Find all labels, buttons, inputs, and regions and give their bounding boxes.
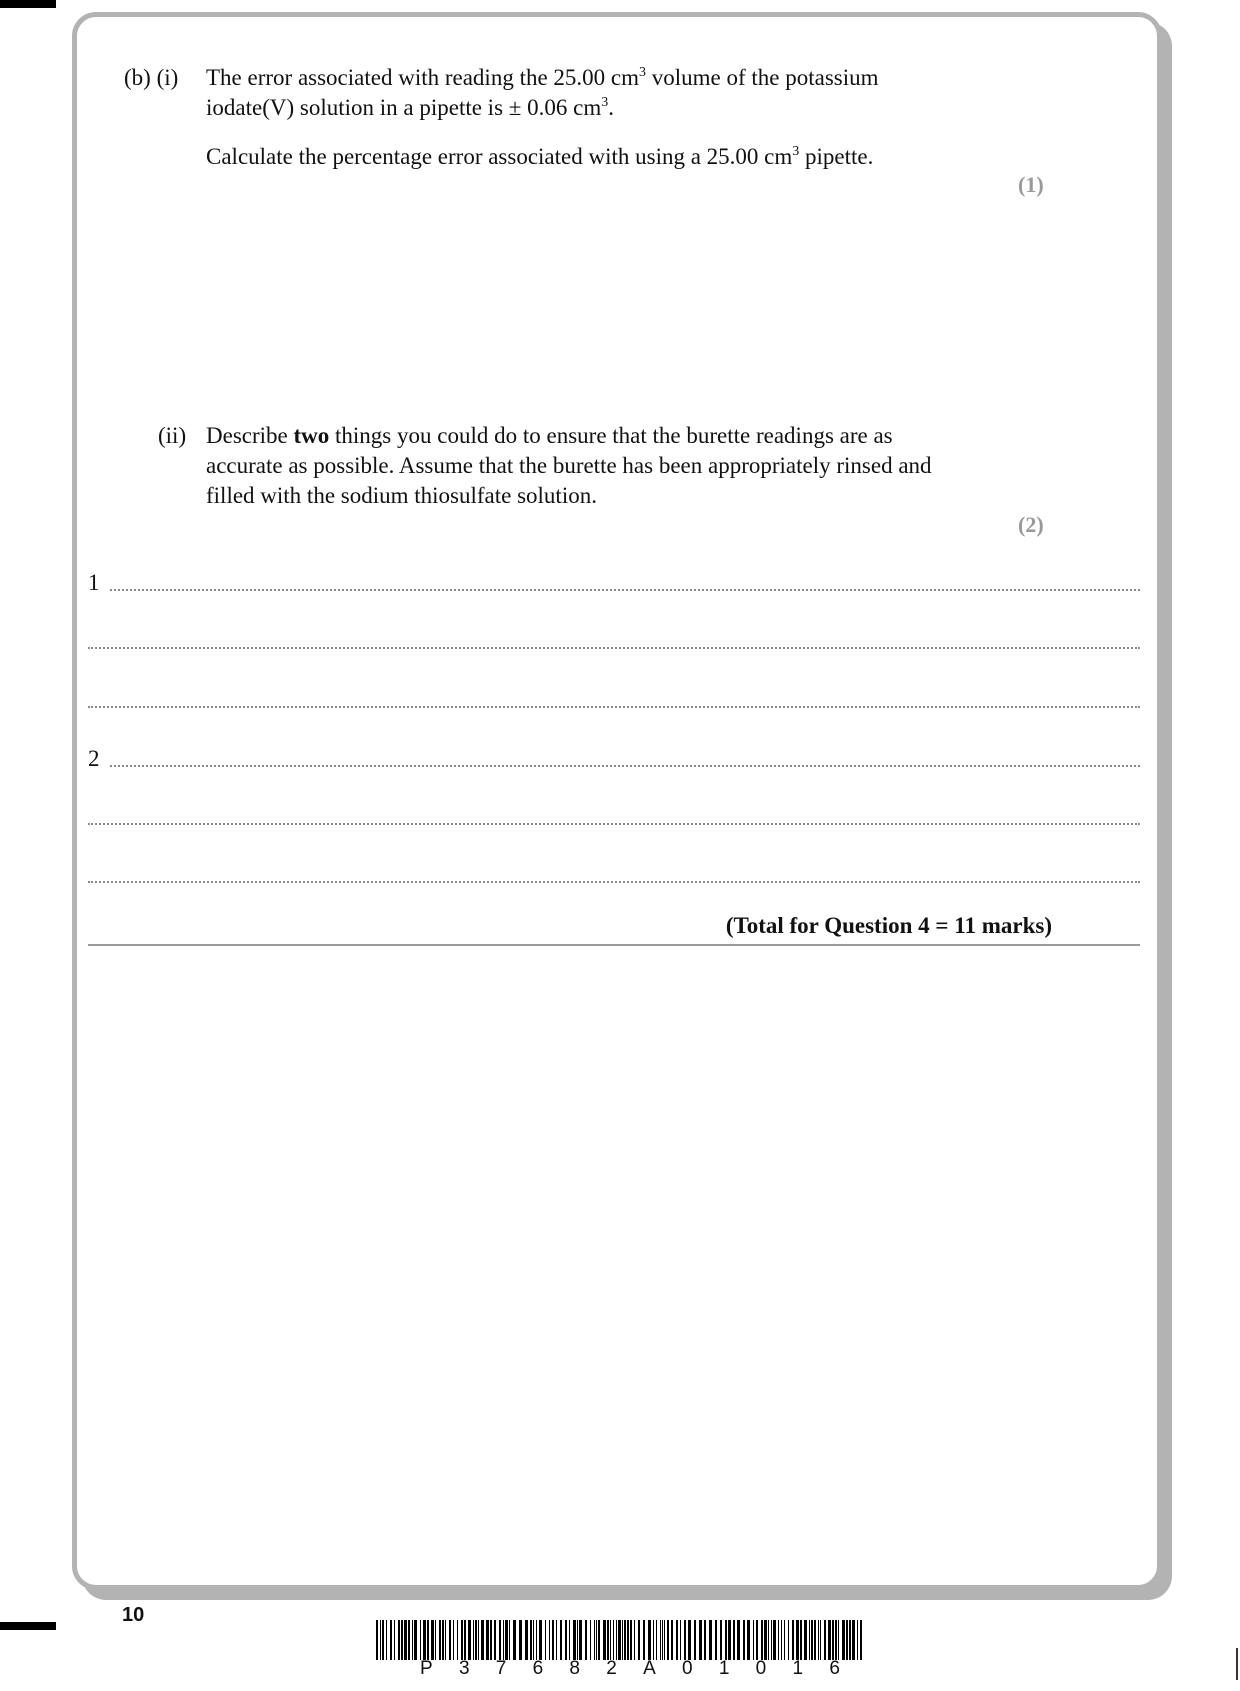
barcode-bar — [475, 1620, 477, 1660]
barcode-bar — [435, 1620, 436, 1660]
question-total: (Total for Question 4 = 11 marks) — [725, 913, 1052, 938]
barcode-bar — [427, 1620, 429, 1660]
barcode-bar — [481, 1620, 484, 1660]
barcode-char: 0 — [682, 1658, 693, 1679]
barcode-bar — [828, 1620, 831, 1660]
barcode-bar — [792, 1620, 794, 1660]
part-b-label: (b) — [124, 65, 151, 90]
barcode-bar — [662, 1620, 663, 1660]
barcode-bar — [671, 1620, 673, 1660]
bottom-edge-mark — [0, 1622, 56, 1630]
barcode-bar — [439, 1620, 441, 1660]
barcode-bar — [577, 1620, 578, 1660]
barcode-char: 1 — [792, 1658, 804, 1679]
part-i-instruction: Calculate the percentage error associated with using a 25.00 $cm^3$ pipette. — [206, 144, 874, 169]
barcode-bar — [814, 1620, 816, 1660]
barcode-bar — [725, 1620, 727, 1660]
barcode-char: 1 — [718, 1658, 730, 1679]
barcode-bar — [622, 1620, 623, 1660]
answer-line[interactable] — [88, 881, 1140, 883]
barcode-bar — [838, 1620, 839, 1660]
barcode-char: 2 — [606, 1658, 617, 1679]
barcode-bar — [630, 1620, 632, 1660]
barcode-bar — [643, 1620, 645, 1660]
barcode-bar — [680, 1620, 681, 1660]
barcode-bar — [743, 1620, 745, 1660]
barcode-bar — [634, 1620, 635, 1660]
barcode-bar — [545, 1620, 546, 1660]
barcode-bar — [784, 1620, 785, 1660]
right-edge-tick — [1236, 1648, 1238, 1680]
barcode-bar — [423, 1620, 426, 1660]
barcode-bar — [556, 1620, 557, 1660]
barcode-bar — [824, 1620, 826, 1660]
barcode-char: 0 — [755, 1658, 767, 1679]
barcode-bar — [688, 1620, 691, 1660]
barcode-bar — [811, 1620, 813, 1660]
barcode-bar — [764, 1620, 767, 1660]
barcode-char: 7 — [495, 1658, 507, 1679]
barcode-bar — [852, 1620, 855, 1660]
answer-line[interactable] — [88, 647, 1140, 649]
barcode-bar — [590, 1620, 591, 1660]
barcode-bar — [849, 1620, 851, 1660]
barcode-bar — [414, 1620, 417, 1660]
answer-line[interactable] — [88, 823, 1140, 825]
barcode-text — [420, 1658, 840, 1680]
barcode-bar — [720, 1620, 722, 1660]
barcode-bar — [408, 1620, 410, 1660]
barcode-bar — [648, 1620, 651, 1660]
barcode-bar — [401, 1620, 403, 1660]
barcode-bar — [747, 1620, 750, 1660]
barcode-bar — [478, 1620, 479, 1660]
barcode-bar — [788, 1620, 789, 1660]
part-ii-line1: Describe two things you could do to ensure that the burette readings are as — [206, 423, 893, 448]
barcode-bar — [709, 1620, 712, 1660]
barcode-bar — [768, 1620, 769, 1660]
barcode-bar — [509, 1620, 510, 1660]
barcode-bar — [499, 1620, 501, 1660]
barcode — [376, 1620, 862, 1660]
top-edge-mark — [0, 0, 56, 8]
barcode-bar — [809, 1620, 810, 1660]
barcode-bar — [539, 1620, 542, 1660]
barcode-bar — [804, 1620, 807, 1660]
answer-line[interactable] — [110, 589, 1140, 591]
barcode-bar — [536, 1620, 537, 1660]
barcode-bar — [733, 1620, 735, 1660]
barcode-bar — [835, 1620, 837, 1660]
barcode-bar — [473, 1620, 474, 1660]
barcode-bar — [442, 1620, 444, 1660]
barcode-bar — [464, 1620, 466, 1660]
barcode-bar — [594, 1620, 595, 1660]
barcode-bar — [412, 1620, 413, 1660]
barcode-bar — [846, 1620, 848, 1660]
part-i-line2: iodate(V) solution in a pipette is ± 0.06 $cm^3$. — [206, 95, 614, 120]
barcode-bar — [533, 1620, 534, 1660]
barcode-bar — [596, 1620, 597, 1660]
barcode-bar — [737, 1620, 740, 1660]
barcode-bar — [656, 1620, 657, 1660]
barcode-char: P — [420, 1658, 433, 1679]
total-rule — [88, 944, 1140, 946]
barcode-bar — [394, 1620, 395, 1660]
barcode-bar — [753, 1620, 754, 1660]
barcode-bar — [610, 1620, 611, 1660]
barcode-bar — [404, 1620, 407, 1660]
barcode-bar — [565, 1620, 567, 1660]
barcode-bar — [598, 1620, 600, 1660]
barcode-bar — [699, 1620, 702, 1660]
answer-line[interactable] — [88, 706, 1140, 708]
barcode-bar — [818, 1620, 819, 1660]
barcode-bar — [607, 1620, 609, 1660]
barcode-bar — [376, 1620, 378, 1660]
barcode-bar — [503, 1620, 504, 1660]
barcode-bar — [618, 1620, 621, 1660]
barcode-bar — [530, 1620, 532, 1660]
barcode-bar — [380, 1620, 381, 1660]
barcode-bar — [505, 1620, 508, 1660]
barcode-bar — [664, 1620, 665, 1660]
barcode-bar — [660, 1620, 661, 1660]
answer-number-1: 1 — [88, 570, 100, 595]
barcode-bar — [390, 1620, 392, 1660]
barcode-bar — [398, 1620, 400, 1660]
barcode-bar — [796, 1620, 799, 1660]
barcode-bar — [704, 1620, 706, 1660]
barcode-char: A — [643, 1658, 656, 1679]
answer-line[interactable] — [110, 765, 1140, 767]
barcode-char: 6 — [829, 1658, 840, 1679]
barcode-bar — [445, 1620, 446, 1660]
barcode-bar — [728, 1620, 731, 1660]
barcode-bar — [857, 1620, 858, 1660]
barcode-bar — [638, 1620, 640, 1660]
barcode-bar — [842, 1620, 845, 1660]
barcode-bar — [386, 1620, 387, 1660]
barcode-bar — [486, 1620, 489, 1660]
part-ii-line3: filled with the sodium thiosulfate solution. — [206, 483, 597, 508]
part-b-label-group — [124, 63, 178, 93]
answer-number-2: 2 — [88, 746, 100, 771]
barcode-bar — [860, 1620, 862, 1660]
page-number: 10 — [122, 1604, 145, 1626]
barcode-bar — [613, 1620, 614, 1660]
barcode-bar — [715, 1620, 717, 1660]
barcode-bar — [569, 1620, 570, 1660]
barcode-bar — [490, 1620, 492, 1660]
barcode-bar — [820, 1620, 821, 1660]
barcode-bar — [585, 1620, 587, 1660]
barcode-bar — [431, 1620, 434, 1660]
barcode-bar — [468, 1620, 471, 1660]
barcode-bar — [494, 1620, 496, 1660]
part-i-label: (i) — [156, 65, 179, 90]
part-ii-text — [206, 421, 932, 511]
page-frame — [72, 12, 1162, 1590]
barcode-bar — [832, 1620, 834, 1660]
barcode-bar — [420, 1620, 421, 1660]
barcode-bar — [624, 1620, 626, 1660]
barcode-bar — [573, 1620, 576, 1660]
barcode-bar — [684, 1620, 686, 1660]
part-i-line1: The error associated with reading the 25.00 $cm^3$ volume of the potassium — [206, 65, 879, 90]
part-ii-label: (ii) — [158, 423, 187, 448]
barcode-bar — [453, 1620, 454, 1660]
barcode-bar — [771, 1620, 772, 1660]
barcode-bar — [756, 1620, 758, 1660]
barcode-bar — [552, 1620, 554, 1660]
barcode-bar — [800, 1620, 802, 1660]
part-ii-line2: accurate as possible. Assume that the burette has been appropriately rinsed and — [206, 453, 932, 478]
barcode-bar — [781, 1620, 782, 1660]
part-i-marks: (1) — [1018, 172, 1044, 197]
barcode-char: 8 — [569, 1658, 580, 1679]
barcode-bar — [579, 1620, 582, 1660]
barcode-bar — [457, 1620, 458, 1660]
part-ii-marks: (2) — [1018, 512, 1044, 537]
barcode-bar — [382, 1620, 384, 1660]
barcode-bar — [667, 1620, 669, 1660]
barcode-bar — [603, 1620, 606, 1660]
barcode-bar — [519, 1620, 522, 1660]
barcode-bar — [560, 1620, 562, 1660]
barcode-bar — [694, 1620, 696, 1660]
barcode-bar — [653, 1620, 654, 1660]
barcode-char: 6 — [532, 1658, 544, 1679]
barcode-bar — [616, 1620, 617, 1660]
part-i-text — [206, 63, 879, 123]
barcode-bar — [513, 1620, 516, 1660]
barcode-bar — [773, 1620, 776, 1660]
barcode-bar — [627, 1620, 629, 1660]
barcode-bar — [778, 1620, 779, 1660]
barcode-bar — [676, 1620, 678, 1660]
barcode-bar — [461, 1620, 463, 1660]
barcode-bar — [525, 1620, 528, 1660]
barcode-bar — [761, 1620, 763, 1660]
barcode-bar — [549, 1620, 550, 1660]
barcode-char: 3 — [458, 1658, 470, 1679]
barcode-bar — [449, 1620, 451, 1660]
